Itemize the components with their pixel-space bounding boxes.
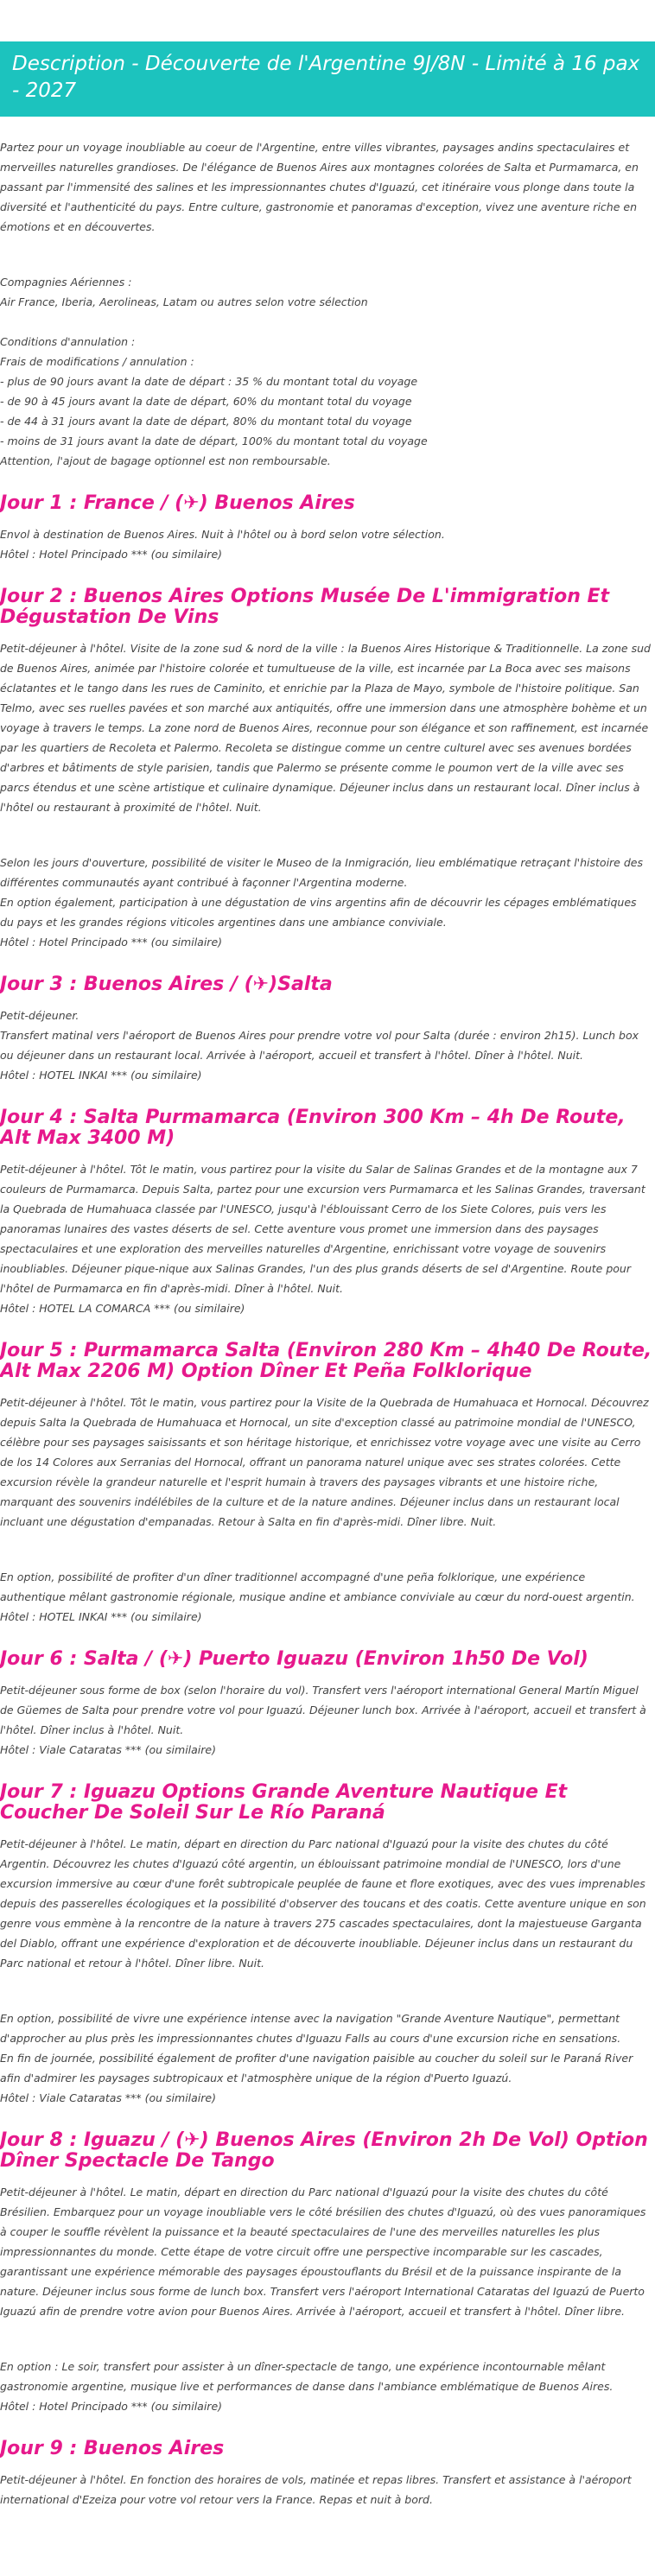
day-paragraph: Petit-déjeuner à l'hôtel. Visite de la zone sud & nord de la ville : la Buenos Aires Historique & Traditionnelle. La zone sud de Buenos Aires, animée par l'histoire colorée et tumultueuse de la ville, est incarnée par La Boca avec ses maisons éclatantes et le tango dans les rues de Caminito, et enrichie par la Plaza de Mayo, symbole de l'histoire politique. San Telmo, avec ses ruelles pavées et son marché aux antiquités, offre une immersion dans une atmosphère bohème et un voyage à travers le temps. La zone nord de Buenos Aires, reconnue pour son élégance et son raffinement, est incarnée par les quartiers de Recoleta et Palermo. Recoleta se distingue comme un centre culturel avec ses avenues bordées d'arbres et bâtiments de style parisien, tandis que Palermo se présente comme le poumon vert de la ville avec ses parcs étendus et une scène artistique et culinaire dynamique. Déjeuner inclus dans un restaurant local. Dîner inclus à l'hôtel ou restaurant à proximité de l'hôtel. Nuit. <box>0 642 651 814</box>
day-7-section <box>0 1782 655 2108</box>
day-4-section <box>0 1107 655 1318</box>
day-paragraph: Envol à destination de Buenos Aires. Nuit à l'hôtel ou à bord selon votre sélection. Hôtel : Hotel Principado *** (ou similaire) <box>0 528 445 561</box>
day-title: Jour 2 : Buenos Aires Options Musée De L'immigration Et Dégustation De Vins <box>0 586 610 628</box>
cancellation-line: - moins de 31 jours avant la date de départ, 100% du montant total du voyage <box>0 435 428 447</box>
day-paragraph: Petit-déjeuner à l'hôtel. Tôt le matin, vous partirez pour la visite du Salar de Salinas Grandes et de la montagne aux 7 couleurs de Purmamarca. Depuis Salta, partez pour une excursion vers Purmamarca et les Salinas Grandes, traversant la Quebrada de Humahuaca classée par l'UNESCO, jusqu'à l'éblouissant Cerro de los Siete Colores, puis vers les panoramas lunaires des vastes déserts de sel. Cette aventure vous promet une immersion dans des paysages spectaculaires et une exploration des merveilles naturelles d'Argentine, enrichissant votre voyage de souvenirs inoubliables. Déjeuner pique-nique aux Salinas Grandes, l'un des plus grands déserts de sel d'Argentine. Route pour l'hôtel de Purmamarca en fin d'après-midi. Dîner à l'hôtel. Nuit. Hôtel : HOTEL LA COMARCA *** (ou similaire) <box>0 1163 645 1315</box>
day-6-section <box>0 1649 655 1760</box>
cancellation-line: Frais de modifications / annulation : <box>0 355 194 368</box>
cancellation-line: Attention, l'ajout de bagage optionnel est non remboursable. <box>0 454 331 467</box>
day-paragraph: Petit-déjeuner à l'hôtel. En fonction des horaires de vols, matinée et repas libres. Transfert et assistance à l'aéroport international d'Ezeiza pour votre vol retour vers la France. Repas et nuit à bord. <box>0 2473 632 2506</box>
cancellation-line: - de 44 à 31 jours avant la date de départ, 80% du montant total du voyage <box>0 415 412 428</box>
intro-section <box>0 137 655 471</box>
page-title: Description - Découverte de l'Argentine 9J/8N - Limité à 16 pax - 2027 <box>0 41 655 117</box>
cancellation-label: Conditions d'annulation : <box>0 335 136 348</box>
day-title: Jour 7 : Iguazu Options Grande Aventure Nautique Et Coucher De Soleil Sur Le Río Paraná <box>0 1781 568 1824</box>
day-1-section <box>0 493 655 564</box>
day-paragraph: Petit-déjeuner sous forme de box (selon l'horaire du vol). Transfert vers l'aéroport international General Martín Miguel de Güemes de Salta pour prendre votre vol pour Iguazú. Déjeuner lunch box. Arrivée à l'aéroport, accueil et transfert à l'hôtel. Dîner inclus à l'hôtel. Nuit. Hôtel : Viale Cataratas *** (ou similaire) <box>0 1684 646 1756</box>
cancellation-line: - de 90 à 45 jours avant la date de départ, 60% du montant total du voyage <box>0 395 412 408</box>
day-8-section <box>0 2130 655 2416</box>
day-title: Jour 1 : France / (✈) Buenos Aires <box>0 492 355 514</box>
day-title: Jour 8 : Iguazu / (✈) Buenos Aires (Environ 2h De Vol) Option Dîner Spectacle De Tango <box>0 2129 648 2172</box>
day-paragraph: En option, possibilité de profiter d'un dîner traditionnel accompagné d'une peña folklorique, une expérience authentique mêlant gastronomie régionale, musique andine et ambiance conviviale au cœur du nord-ouest argentin. Hôtel : HOTEL INKAI *** (ou similaire) <box>0 1570 635 1623</box>
day-paragraph: Petit-déjeuner à l'hôtel. Le matin, départ en direction du Parc national d'Iguazú pour la visite des chutes du côté Argentin. Découvrez les chutes d'Iguazú côté argentin, un éblouissant patrimoine mondial de l'UNESCO, lors d'une excursion immersive au cœur d'une forêt subtropicale peuplée de faune et flore exotiques, avec des vues imprenables depuis des passerelles écologiques et la possibilité d'observer des toucans et des coatis. Cette aventure unique en son genre vous emmène à la rencontre de la nature à travers 275 cascades spectaculaires, dont la majestueuse Garganta del Diablo, offrant une expérience d'exploration et de découverte inoubliable. Déjeuner inclus dans un restaurant du Parc national et retour à l'hôtel. Dîner libre. Nuit. <box>0 1837 646 1970</box>
airlines-label: Compagnies Aériennes : <box>0 276 132 289</box>
day-3-section <box>0 974 655 1085</box>
day-title: Jour 4 : Salta Purmamarca (Environ 300 Km – 4h De Route, Alt Max 3400 M) <box>0 1107 626 1149</box>
day-9-section <box>0 2439 655 2509</box>
day-paragraph: Petit-déjeuner. Transfert matinal vers l'aéroport de Buenos Aires pour prendre votre vol pour Salta (durée : environ 2h15). Lunch box ou déjeuner dans un restaurant local. Arrivée à l'aéroport, accueil et transfert à l'hôtel. Dîner à l'hôtel. Nuit. Hôtel : HOTEL INKAI *** (ou similaire) <box>0 1009 639 1082</box>
day-title: Jour 6 : Salta / (✈) Puerto Iguazu (Environ 1h50 De Vol) <box>0 1648 588 1670</box>
day-title: Jour 9 : Buenos Aires <box>0 2438 225 2459</box>
day-paragraph: Petit-déjeuner à l'hôtel. Tôt le matin, vous partirez pour la Visite de la Quebrada de Humahuaca et Hornocal. Découvrez depuis Salta la Quebrada de Humahuaca et Hornocal, un site d'exception classé au patrimoine mondial de l'UNESCO, célèbre pour ses paysages saisissants et son héritage historique, et enrichissez votre voyage avec une visite au Cerro de los 14 Colores aux Serranias del Hornocal, offrant un panorama naturel unique avec ses strates colorées. Cette excursion révèle la grandeur naturelle et l'esprit humain à travers des paysages vibrants et une histoire riche, marquant des souvenirs indélébiles de la culture et de la nature andines. Déjeuner inclus dans un restaurant local incluant une dégustation d'empanadas. Retour à Salta en fin d'après-midi. Dîner libre. Nuit. <box>0 1396 649 1528</box>
airlines-value: Air France, Iberia, Aerolineas, Latam ou autres selon votre sélection <box>0 295 368 308</box>
day-title: Jour 3 : Buenos Aires / (✈)Salta <box>0 974 333 995</box>
day-2-section <box>0 587 655 952</box>
day-paragraph: Petit-déjeuner à l'hôtel. Le matin, départ en direction du Parc national d'Iguazú pour la visite des chutes du côté Brésilien. Embarquez pour un voyage inoubliable vers le côté brésilien des chutes d'Iguazú, où des vues panoramiques à couper le souffle révèlent la puissance et la beauté spectaculaires de l'une des merveilles naturelles les plus impressionnantes du monde. Cette étape de votre circuit offre une perspective incomparable sur les cascades, garantissant une expérience mémorable des paysages époustouflants du Brésil et de la puissance inspirante de la nature. Déjeuner inclus sous forme de lunch box. Transfert vers l'aéroport International Cataratas del Iguazú de Puerto Iguazú afin de prendre votre avion pour Buenos Aires. Arrivée à l'aéroport, accueil et transfert à l'hôtel. Dîner libre. <box>0 2186 646 2318</box>
cancellation-line: - plus de 90 jours avant la date de départ : 35 % du montant total du voyage <box>0 375 418 388</box>
day-title: Jour 5 : Purmamarca Salta (Environ 280 Km – 4h40 De Route, Alt Max 2206 M) Option Dîner Et Peña Folklorique <box>0 1340 652 1382</box>
day-5-section <box>0 1341 655 1627</box>
day-paragraph: En option : Le soir, transfert pour assister à un dîner-spectacle de tango, une expérience incontournable mêlant gastronomie argentine, musique live et performances de danse dans l'ambiance emblématique de Buenos Aires. Hôtel : Hotel Principado *** (ou similaire) <box>0 2360 614 2413</box>
intro-paragraph: Partez pour un voyage inoubliable au coeur de l'Argentine, entre villes vibrantes, paysages andins spectaculaires et merveilles naturelles grandioses. De l'élégance de Buenos Aires aux montagnes colorées de Salta et Purmamarca, en passant par l'immensité des salines et les impressionnantes chutes d'Iguazú, cet itinéraire vous plonge dans toute la diversité et l'authenticité du pays. Entre culture, gastronomie et panoramas d'exception, vivez une aventure riche en émotions et en découvertes. <box>0 141 639 233</box>
day-paragraph: Selon les jours d'ouverture, possibilité de visiter le Museo de la Inmigración, lieu emblématique retraçant l'histoire des différentes communautés ayant contribué à façonner l'Argentina moderne. En option également, participation à une dégustation de vins argentins afin de découvrir les cépages emblématiques du pays et les grandes régions viticoles argentines dans une ambiance conviviale. Hôtel : Hotel Principado *** (ou similaire) <box>0 856 643 949</box>
day-paragraph: En option, possibilité de vivre une expérience intense avec la navigation "Grande Aventure Nautique", permettant d'approcher au plus près les impressionnantes chutes d'Iguazu Falls au cours d'une excursion riche en sensations. En fin de journée, possibilité également de profiter d'une navigation paisible au coucher du soleil sur le Paraná River afin d'admirer les paysages subtropicaux et l'atmosphère unique de la région d'Puerto Iguazú. Hôtel : Viale Cataratas *** (ou similaire) <box>0 2012 633 2104</box>
